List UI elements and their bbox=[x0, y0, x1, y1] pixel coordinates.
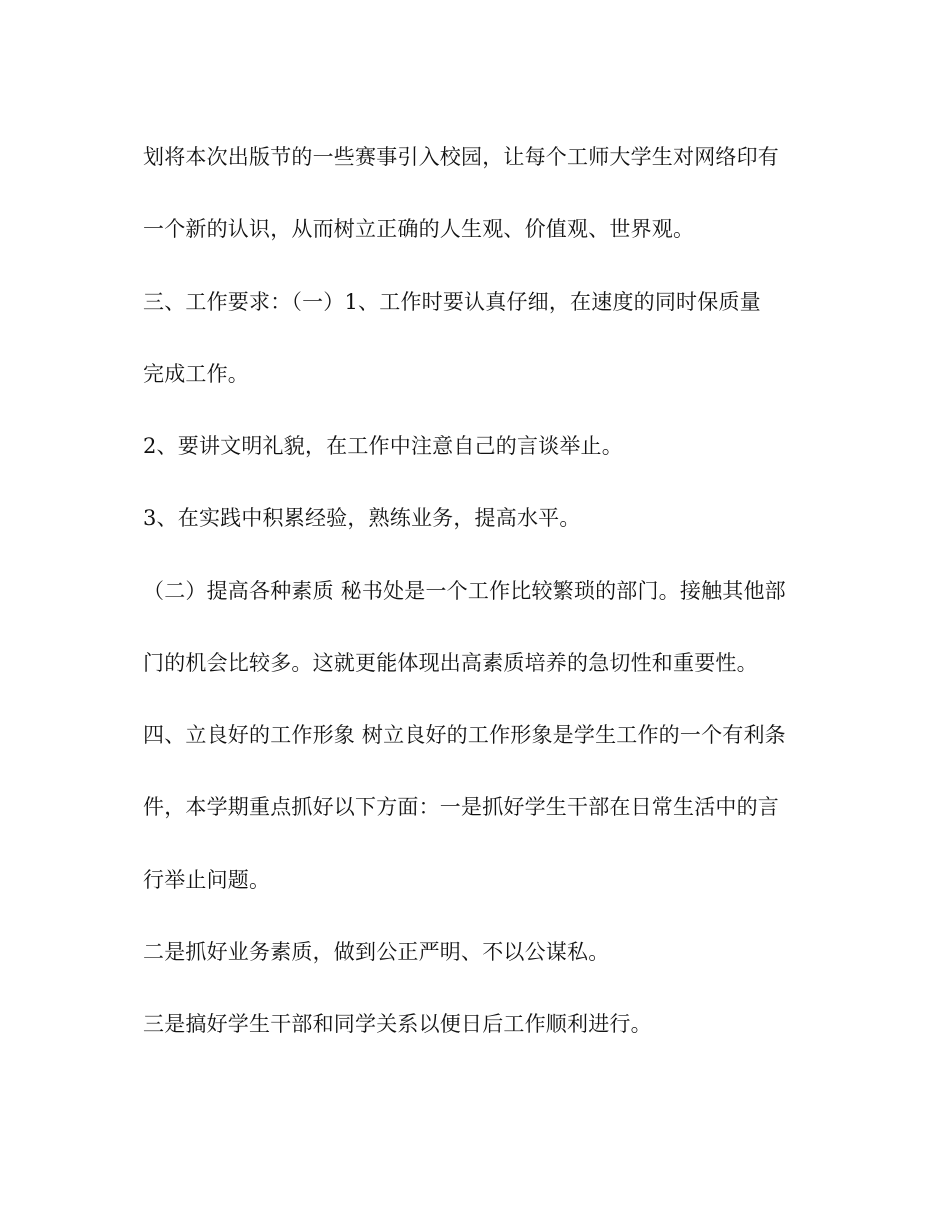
text-line: 一个新的认识，从而树立正确的人生观、价值观、世界观。 bbox=[143, 217, 695, 241]
text-line: 完成工作。 bbox=[143, 362, 249, 386]
text-line: 门的机会比较多。这就更能体现出高素质培养的急切性和重要性。 bbox=[143, 651, 758, 675]
text-line: 3、在实践中积累经验，熟练业务，提高水平。 bbox=[143, 506, 581, 530]
text-line: 件，本学期重点抓好以下方面：一是抓好学生干部在日常生活中的言 bbox=[143, 795, 779, 819]
text-line: 二是抓好业务素质，做到公正严明、不以公谋私。 bbox=[143, 940, 610, 964]
text-line: 四、立良好的工作形象 树立良好的工作形象是学生工作的一个有利条 bbox=[143, 723, 786, 747]
text-line: 三、工作要求：（一）1、工作时要认真仔细，在速度的同时保质量 bbox=[143, 290, 761, 314]
text-line: （二）提高各种素质 秘书处是一个工作比较繁琐的部门。接触其他部 bbox=[143, 579, 786, 603]
text-line: 2、要讲文明礼貌，在工作中注意自己的言谈举止。 bbox=[143, 434, 623, 458]
text-line: 划将本次出版节的一些赛事引入校园，让每个工师大学生对网络印有 bbox=[143, 145, 779, 169]
text-line: 行举止问题。 bbox=[143, 868, 271, 892]
text-line: 三是搞好学生干部和同学关系以便日后工作顺利进行。 bbox=[143, 1012, 652, 1036]
